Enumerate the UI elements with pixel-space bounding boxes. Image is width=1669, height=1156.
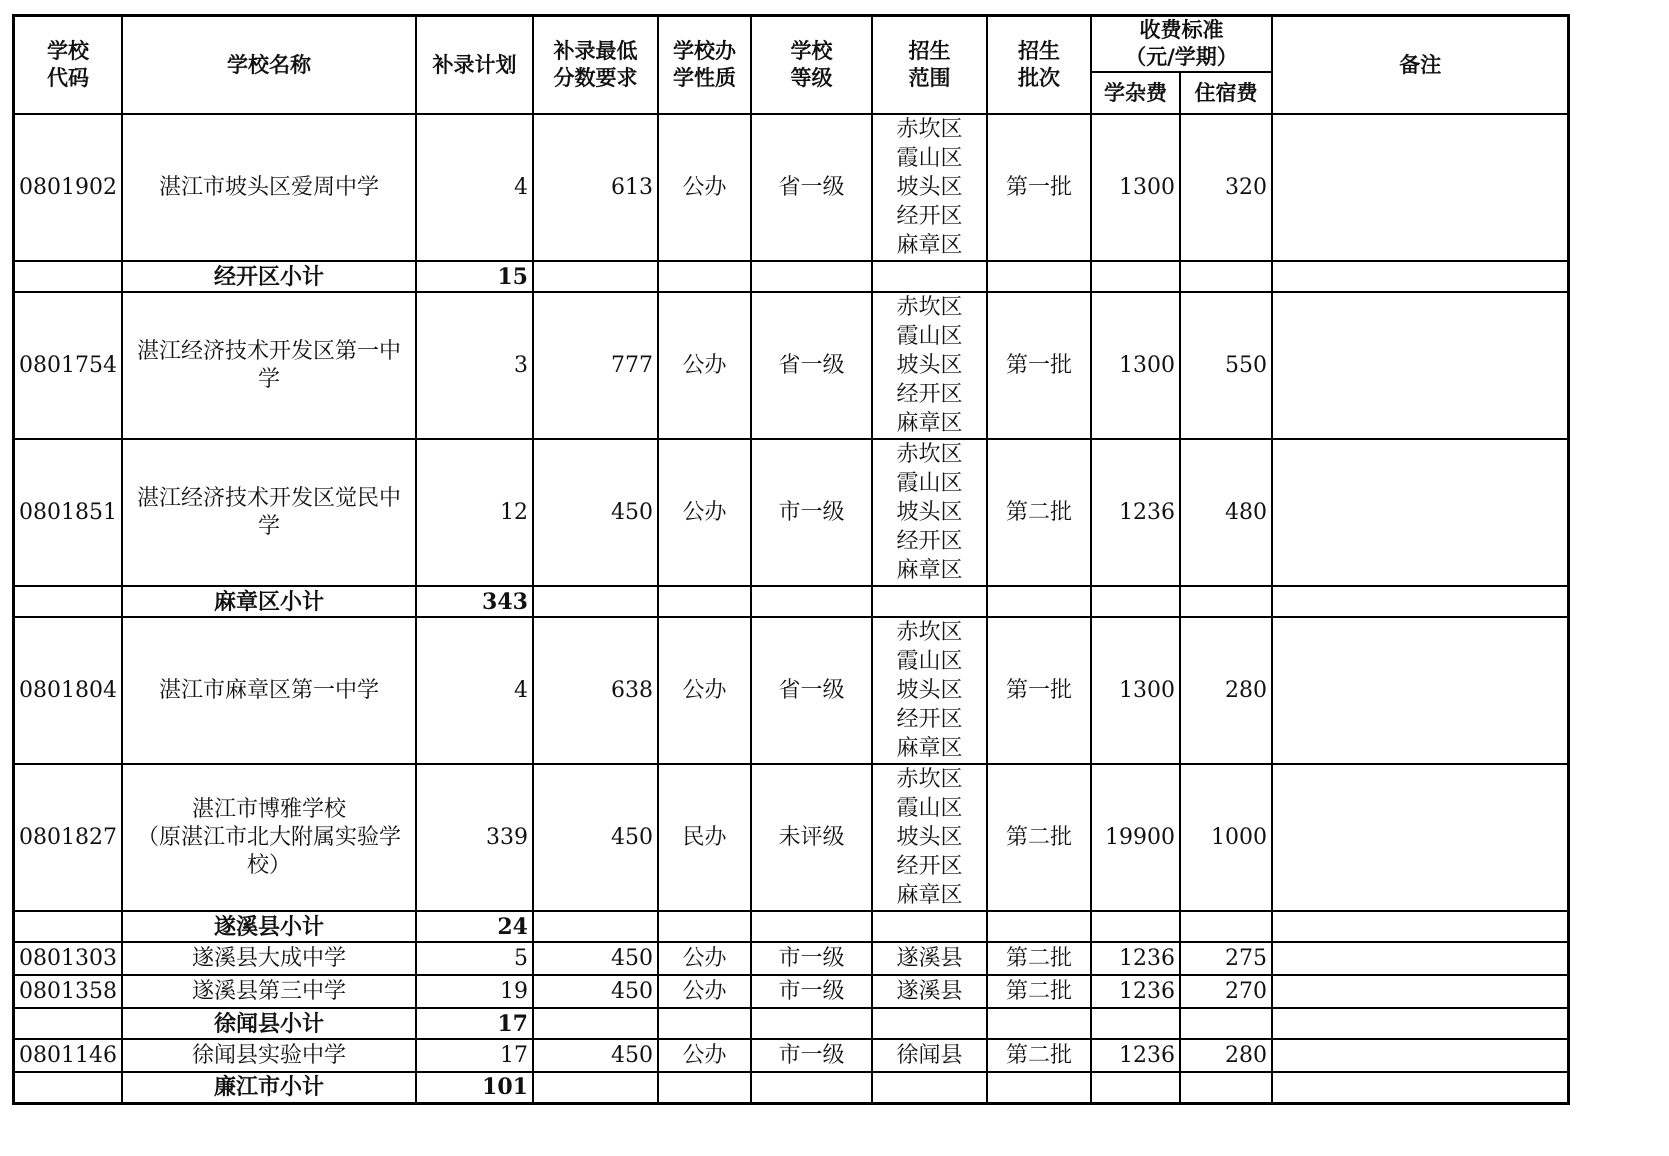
school-row [14,114,1569,261]
range-item: 麻章区 [896,883,963,908]
min-score: 450 [533,975,658,1008]
table-header [14,16,1569,115]
school-row [14,975,1569,1008]
empty-cell [751,1072,872,1103]
empty-cell [1272,261,1569,292]
empty-cell [751,261,872,292]
empty-cell [533,261,658,292]
school-name [122,114,416,261]
range-item: 坡头区 [896,353,963,378]
school-nature: 公办 [658,975,751,1008]
plan-count: 3 [416,292,533,439]
tuition-fee: 1236 [1091,439,1180,586]
subtotal-row [14,261,1569,292]
range-item: 麻章区 [896,233,963,258]
range-item: 麻章区 [896,411,963,436]
empty-cell [1180,911,1272,942]
subtotal-plan: 15 [416,261,533,292]
empty-cell [533,1072,658,1103]
empty-cell [1091,911,1180,942]
dorm-fee: 270 [1180,975,1272,1008]
subtotal-plan: 343 [416,586,533,617]
school-name-text: 徐闻县实验中学 [191,1042,346,1068]
school-name [122,942,416,975]
tuition-fee: 1300 [1091,292,1180,439]
code-cell [14,261,122,292]
empty-cell [987,261,1091,292]
enroll-range [872,975,987,1008]
dorm-fee: 320 [1180,114,1272,261]
school-nature: 公办 [658,292,751,439]
school-grade: 市一级 [751,942,872,975]
school-grade: 市一级 [751,1039,872,1072]
subtotal-row [14,586,1569,617]
empty-cell [1272,1072,1569,1103]
subtotal-row [14,1008,1569,1039]
empty-cell [872,911,987,942]
remark [1272,439,1569,586]
plan-count: 339 [416,764,533,911]
range-item: 坡头区 [896,175,963,200]
min-score: 613 [533,114,658,261]
range-item: 徐闻县 [896,1043,963,1068]
enroll-range [872,439,987,586]
range-item: 霞山区 [896,471,963,496]
header-code: 学校 代码 [14,16,122,115]
empty-cell [1180,1008,1272,1039]
empty-cell [1180,1072,1272,1103]
range-item: 赤坎区 [896,117,963,142]
school-nature: 公办 [658,114,751,261]
empty-cell [658,586,751,617]
enroll-batch: 第二批 [987,439,1091,586]
enroll-batch: 第二批 [987,764,1091,911]
table-body [14,114,1569,1103]
subtotal-row [14,1072,1569,1103]
empty-cell [1091,586,1180,617]
subtotal-row [14,911,1569,942]
subtotal-label: 经开区小计 [122,261,416,292]
enroll-batch: 第一批 [987,617,1091,764]
dorm-fee: 550 [1180,292,1272,439]
school-row [14,439,1569,586]
subtotal-plan: 24 [416,911,533,942]
school-name [122,975,416,1008]
school-name [122,439,416,586]
plan-count: 12 [416,439,533,586]
school-code: 0801804 [14,617,122,764]
enroll-range [872,292,987,439]
range-item: 霞山区 [896,649,963,674]
school-nature: 公办 [658,1039,751,1072]
subtotal-label: 麻章区小计 [122,586,416,617]
tuition-fee: 1236 [1091,1039,1180,1072]
school-nature: 公办 [658,439,751,586]
admission-table [12,14,1570,1105]
empty-cell [1180,261,1272,292]
tuition-fee: 1300 [1091,617,1180,764]
empty-cell [872,1008,987,1039]
plan-count: 5 [416,942,533,975]
school-code: 0801146 [14,1039,122,1072]
header-nature: 学校办 学性质 [658,16,751,115]
school-code: 0801303 [14,942,122,975]
code-cell [14,911,122,942]
plan-count: 4 [416,114,533,261]
enroll-batch: 第一批 [987,114,1091,261]
school-nature: 公办 [658,942,751,975]
plan-count: 4 [416,617,533,764]
header-remark: 备注 [1272,16,1569,115]
header-plan: 补录计划 [416,16,533,115]
school-row [14,617,1569,764]
range-item: 赤坎区 [896,767,963,792]
min-score: 638 [533,617,658,764]
school-code: 0801902 [14,114,122,261]
header-name: 学校名称 [122,16,416,115]
code-cell [14,1008,122,1039]
range-item: 遂溪县 [896,979,963,1004]
header-range: 招生 范围 [872,16,987,115]
remark [1272,975,1569,1008]
empty-cell [1272,586,1569,617]
school-grade: 未评级 [751,764,872,911]
school-nature: 公办 [658,617,751,764]
range-item: 麻章区 [896,558,963,583]
empty-cell [987,911,1091,942]
school-name-text: 湛江市坡头区爱周中学 [158,174,379,200]
remark [1272,942,1569,975]
range-item: 霞山区 [896,796,963,821]
school-row [14,764,1569,911]
header-fee-group: 收费标准 （元/学期） [1091,16,1272,73]
empty-cell [1272,1008,1569,1039]
subtotal-label: 徐闻县小计 [122,1008,416,1039]
remark [1272,292,1569,439]
school-grade: 省一级 [751,292,872,439]
header-batch: 招生 批次 [987,16,1091,115]
empty-cell [872,1072,987,1103]
empty-cell [658,911,751,942]
empty-cell [987,1008,1091,1039]
plan-count: 19 [416,975,533,1008]
code-cell [14,1072,122,1103]
empty-cell [658,1072,751,1103]
min-score: 450 [533,439,658,586]
range-item: 遂溪县 [896,946,963,971]
empty-cell [658,1008,751,1039]
school-name-text: 湛江市博雅学校 （原湛江市北大附属实验学 校） [136,796,401,878]
min-score: 450 [533,1039,658,1072]
school-grade: 省一级 [751,114,872,261]
empty-cell [987,586,1091,617]
school-code: 0801851 [14,439,122,586]
range-item: 霞山区 [896,146,963,171]
min-score: 450 [533,764,658,911]
dorm-fee: 1000 [1180,764,1272,911]
school-grade: 省一级 [751,617,872,764]
school-grade: 市一级 [751,439,872,586]
dorm-fee: 280 [1180,1039,1272,1072]
school-name-text: 湛江市麻章区第一中学 [158,677,379,703]
remark [1272,114,1569,261]
range-item: 坡头区 [896,678,963,703]
header-tuition: 学杂费 [1091,72,1180,114]
school-name-text: 湛江经济技术开发区觉民中学 [136,485,401,539]
empty-cell [658,261,751,292]
school-code: 0801358 [14,975,122,1008]
dorm-fee: 280 [1180,617,1272,764]
school-name [122,292,416,439]
empty-cell [1091,1072,1180,1103]
header-min-score: 补录最低 分数要求 [533,16,658,115]
school-name-text: 湛江经济技术开发区第一中学 [136,338,401,392]
range-item: 经开区 [896,707,963,732]
subtotal-label: 遂溪县小计 [122,911,416,942]
range-item: 赤坎区 [896,295,963,320]
school-name [122,617,416,764]
empty-cell [1180,586,1272,617]
header-dorm: 住宿费 [1180,72,1272,114]
empty-cell [751,1008,872,1039]
code-cell [14,586,122,617]
empty-cell [533,586,658,617]
dorm-fee: 480 [1180,439,1272,586]
enroll-batch: 第二批 [987,975,1091,1008]
empty-cell [751,911,872,942]
empty-cell [751,586,872,617]
dorm-fee: 275 [1180,942,1272,975]
school-row [14,942,1569,975]
remark [1272,1039,1569,1072]
enroll-range [872,617,987,764]
range-item: 霞山区 [896,324,963,349]
enroll-batch: 第二批 [987,942,1091,975]
school-row [14,1039,1569,1072]
empty-cell [1091,1008,1180,1039]
empty-cell [1272,911,1569,942]
tuition-fee: 1300 [1091,114,1180,261]
enroll-range [872,1039,987,1072]
tuition-fee: 19900 [1091,764,1180,911]
school-name [122,764,416,911]
school-name-text: 遂溪县第三中学 [191,978,346,1004]
school-code: 0801754 [14,292,122,439]
empty-cell [533,911,658,942]
empty-cell [872,261,987,292]
enroll-batch: 第二批 [987,1039,1091,1072]
empty-cell [872,586,987,617]
remark [1272,764,1569,911]
subtotal-plan: 17 [416,1008,533,1039]
empty-cell [987,1072,1091,1103]
empty-cell [533,1008,658,1039]
header-grade: 学校 等级 [751,16,872,115]
school-row [14,292,1569,439]
empty-cell [1091,261,1180,292]
enroll-range [872,942,987,975]
enroll-batch: 第一批 [987,292,1091,439]
range-item: 坡头区 [896,825,963,850]
school-code: 0801827 [14,764,122,911]
subtotal-label: 廉江市小计 [122,1072,416,1103]
remark [1272,617,1569,764]
enroll-range [872,114,987,261]
range-item: 经开区 [896,529,963,554]
subtotal-plan: 101 [416,1072,533,1103]
range-item: 经开区 [896,854,963,879]
school-nature: 民办 [658,764,751,911]
school-name-text: 遂溪县大成中学 [191,945,346,971]
school-grade: 市一级 [751,975,872,1008]
school-name [122,1039,416,1072]
range-item: 赤坎区 [896,442,963,467]
min-score: 450 [533,942,658,975]
range-item: 麻章区 [896,736,963,761]
range-item: 经开区 [896,204,963,229]
tuition-fee: 1236 [1091,975,1180,1008]
enroll-range [872,764,987,911]
min-score: 777 [533,292,658,439]
plan-count: 17 [416,1039,533,1072]
tuition-fee: 1236 [1091,942,1180,975]
range-item: 经开区 [896,382,963,407]
range-item: 赤坎区 [896,620,963,645]
range-item: 坡头区 [896,500,963,525]
